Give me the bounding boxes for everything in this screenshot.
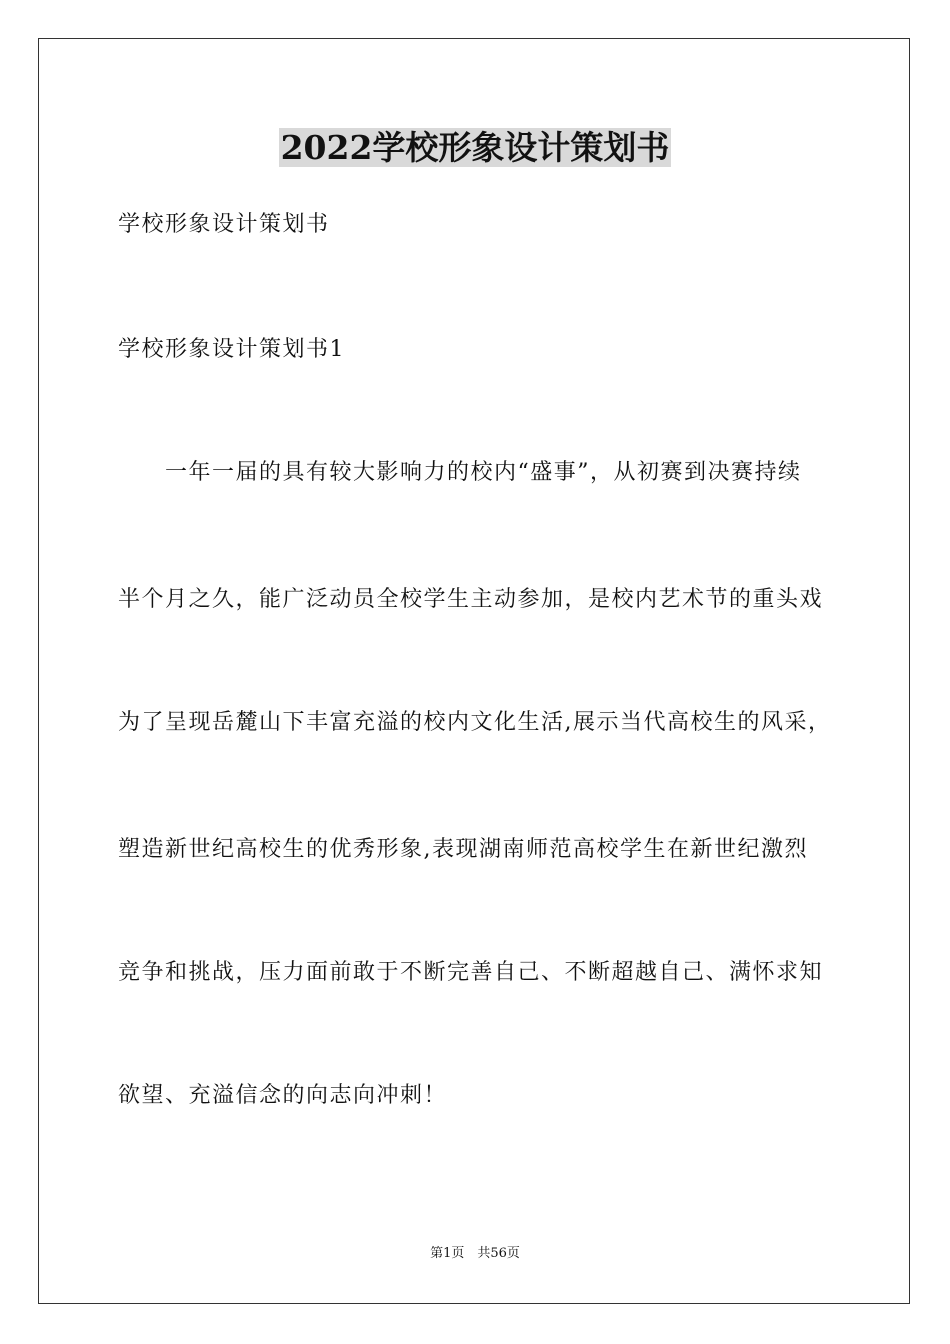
body-line: 半个月之久，能广泛动员全校学生主动参加，是校内艺术节的重头戏 xyxy=(118,587,824,612)
document-subtitle: 学校形象设计策划书 xyxy=(118,212,330,237)
page-footer: 第1页 共56页 xyxy=(430,1246,520,1261)
body-line: 竞争和挑战，压力面前敢于不断完善自己、不断超越自己、满怀求知 xyxy=(118,960,824,985)
document-title-text: 2022学校形象设计策划书 xyxy=(280,128,670,167)
document-title xyxy=(0,126,950,170)
body-line: 一年一届的具有较大影响力的校内“盛事”，从初赛到决赛持续 xyxy=(118,460,802,485)
body-line: 为了呈现岳麓山下丰富充溢的校内文化生活,展示当代高校生的风采， xyxy=(118,710,832,735)
body-line: 欲望、充溢信念的向志向冲刺！ xyxy=(118,1083,448,1108)
body-line: 塑造新世纪高校生的优秀形象,表现湖南师范高校学生在新世纪激烈 xyxy=(118,837,808,862)
section-heading: 学校形象设计策划书1 xyxy=(118,337,345,362)
